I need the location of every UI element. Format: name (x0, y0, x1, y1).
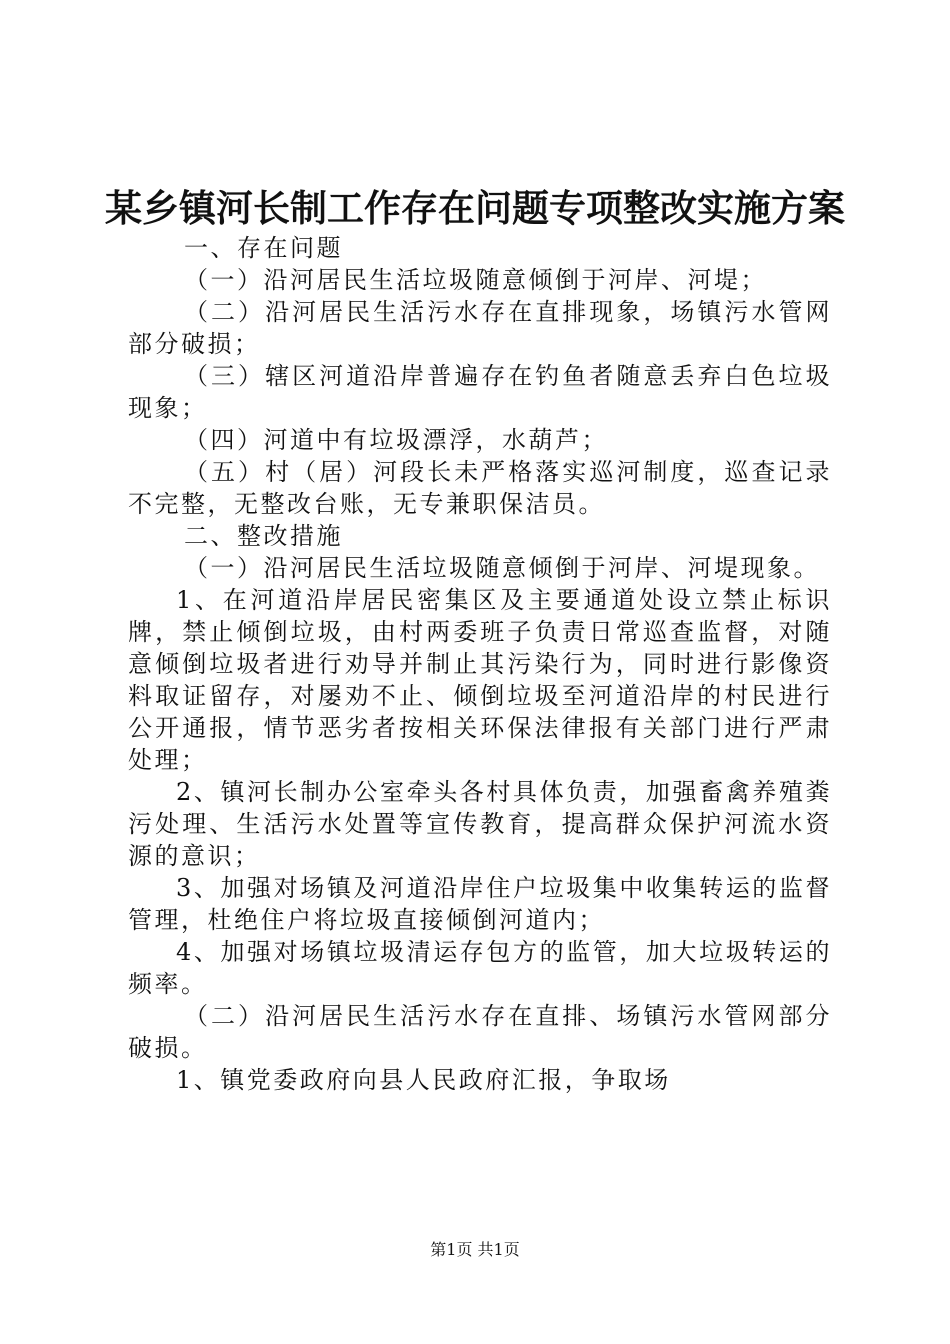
list-item: （二）沿河居民生活污水存在直排、场镇污水管网部分破损。 (128, 1002, 832, 1062)
list-item: （一）沿河居民生活垃圾随意倾倒于河岸、河堤； (184, 266, 767, 294)
page-footer: 第1页 共1页 (430, 1240, 520, 1259)
list-item: （四）河道中有垃圾漂浮，水葫芦； (184, 426, 608, 454)
document-body (128, 232, 832, 1096)
section-heading: 二、整改措施 (184, 522, 343, 550)
numbered-paragraph: 1、镇党委政府向县人民政府汇报，争取场 (176, 1066, 671, 1094)
numbered-paragraph: 1、在河道沿岸居民密集区及主要通道处设立禁止标识牌，禁止倾倒垃圾，由村两委班子负责日常巡查监督，对随意倾倒垃圾者进行劝导并制止其污染行为，同时进行影像资料取证留存，对屡劝不止、倾倒垃圾至河道沿岸的村民进行公开通报，情节恶劣者按相关环保法律报有关部门进行严肃处理； (128, 586, 832, 774)
list-item: （五）村（居）河段长未严格落实巡河制度，巡查记录不完整，无整改台账，无专兼职保洁员。 (128, 458, 832, 518)
document-title: 某乡镇河长制工作存在问题专项整改实施方案 (105, 186, 845, 230)
numbered-paragraph: 3、加强对场镇及河道沿岸住户垃圾集中收集转运的监督管理，杜绝住户将垃圾直接倾倒河道内； (128, 874, 832, 934)
list-item: （二）沿河居民生活污水存在直排现象，场镇污水管网部分破损； (128, 298, 832, 358)
list-item: （一）沿河居民生活垃圾随意倾倒于河岸、河堤现象。 (184, 554, 820, 582)
list-item: （三）辖区河道沿岸普遍存在钓鱼者随意丢弃白色垃圾现象； (128, 362, 832, 422)
numbered-paragraph: 2、镇河长制办公室牵头各村具体负责，加强畜禽养殖粪污处理、生活污水处置等宣传教育，提高群众保护河流水资源的意识； (128, 778, 832, 870)
section-heading: 一、存在问题 (184, 234, 343, 262)
numbered-paragraph: 4、加强对场镇垃圾清运存包方的监管，加大垃圾转运的频率。 (128, 938, 832, 998)
